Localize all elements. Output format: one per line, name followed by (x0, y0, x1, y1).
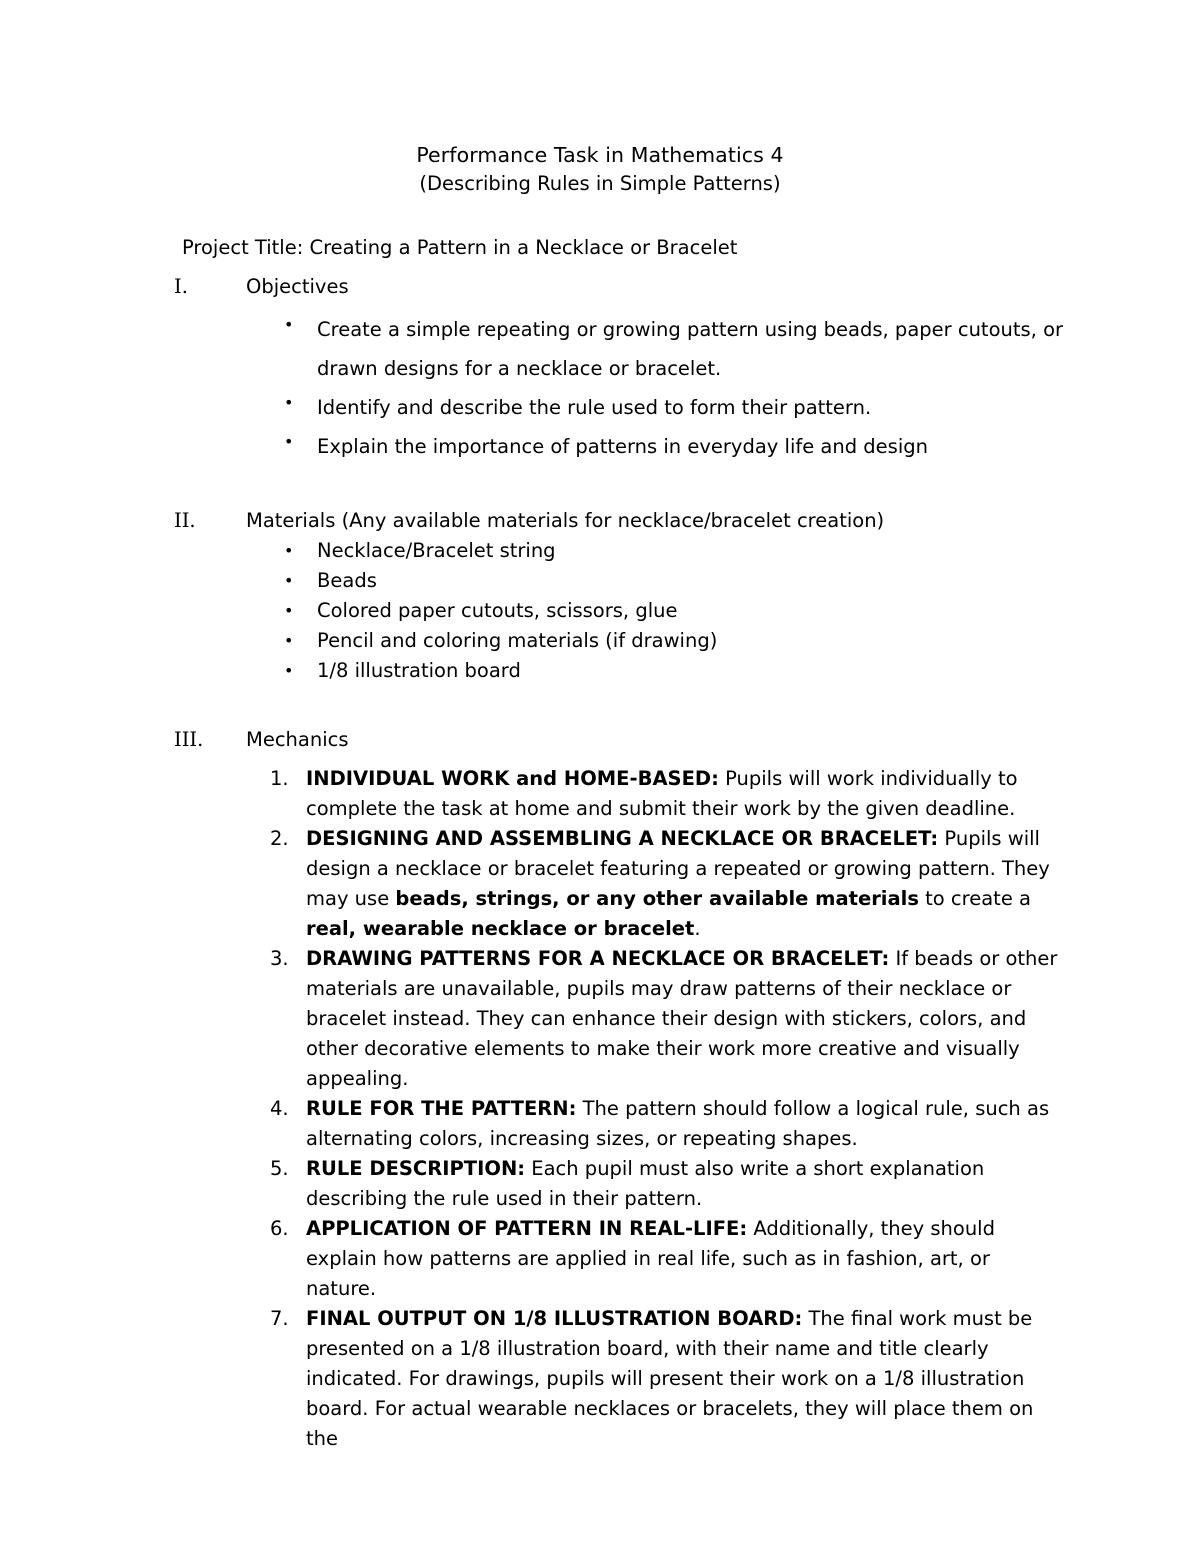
item-label: INDIVIDUAL WORK and HOME-BASED: (306, 767, 719, 790)
list-item (0, 1304, 1066, 1454)
item-number: 3. (270, 947, 289, 970)
bullet-icon: • (284, 571, 294, 590)
section-heading-objectives: Objectives (246, 275, 349, 298)
list-item (0, 1214, 1066, 1304)
item-text: Pupils will work individually to complete the task at home and submit their work by the given deadline. (306, 767, 1018, 820)
list-item (0, 824, 1066, 944)
item-text: Each pupil must also write a short explanation describing the rule used in their pattern. (306, 1157, 985, 1210)
item-text: The final work must be presented on a 1/8 illustration board, with their name and title clearly indicated. For drawings, pupils will present their work on a 1/8 illustration board. For actual wearable necklaces or bracelets, they will place them on the (306, 1307, 1034, 1450)
item-number: 4. (270, 1097, 289, 1120)
item-emphasis: beads, strings, or any other available materials (395, 887, 919, 910)
item-label: RULE FOR THE PATTERN: (306, 1097, 577, 1120)
section-heading-materials: Materials (Any available materials for necklace/bracelet creation) (246, 509, 885, 532)
section-number-objectives: I. (174, 275, 188, 298)
item-text: Pupils will design a necklace or bracelet featuring a repeated or growing pattern. They may use (306, 827, 1050, 910)
document-subtitle: (Describing Rules in Simple Patterns) (419, 172, 781, 195)
item-text: If beads or other materials are unavailable, pupils may draw patterns of their necklace or bracelet instead. They can enhance their design with stickers, colors, and other decorative elements to make their work more creative and visually appealing. (306, 947, 1058, 1090)
bullet-icon: • (284, 393, 294, 412)
bullet-icon: • (284, 631, 294, 650)
section-number-mechanics: III. (174, 728, 204, 751)
bullet-icon: • (284, 601, 294, 620)
bullet-icon: • (284, 661, 294, 680)
item-label: DRAWING PATTERNS FOR A NECKLACE OR BRACELET: (306, 947, 890, 970)
item-number: 1. (270, 767, 289, 790)
document-page: Performance Task in Mathematics 4 (Describing Rules in Simple Patterns) Project Title: Creating a Pattern in a Necklace or Bracelet I. Objectives • Create a simple repeating or growing pattern using beads, paper cutouts, or drawn designs for a necklace or bracelet. • Identify and describe the rule used to form their pattern. • Explain the importance of patterns in everyday life and design II. Materials (Any available materials for necklace/bracelet creation) • Necklace/Bracelet string • Beads • Colored paper cutouts, scissors, glue • Pencil and coloring materials (if drawing) • 1/8 illustration board III. Mechanics 1. INDIVIDUAL WORK and HOME-BASED: Pupils will work individually to complete the task at home and submit their work by the given deadline. 2. DESIGNING AND ASSEMBLING A NECKLACE OR BRACELET: Pupils will design a necklace or bracelet featuring a repeated or growing pattern. They may use beads, strings, or any other available materials to create a real, wearable necklace or bracelet. 3. DRAWING PATTERNS FOR A NECKLACE OR BRACELET: If beads or other materials are unavailable, pupils may draw patterns of their necklace or bracelet instead. They can enhance their design with stickers, colors, and other decorative elements to make their work more creative and visually appealing. 4. RULE FOR THE PATTERN: The pattern should follow a logical rule, such as alternating colors, increasing sizes, or repeating shapes. 5. RULE DESCRIPTION: Each pupil must also write a short explanation describing the rule used in their pattern. 6. APPLICATION OF PATTERN IN REAL-LIFE: Additionally, they should explain how patterns are applied in real life, such as in fashion, art, or nature. 7. FINAL OUTPUT ON 1/8 ILLUSTRATION BOARD: The final work must be presented on a 1/8 illustration board, with their name and title clearly indicated. For drawings, pupils will present their work on a 1/8 illustration board. For actual wearable necklaces or bracelets, they will place them on the (0, 0, 1200, 1553)
item-number: 2. (270, 827, 289, 850)
section-number-materials: II. (174, 509, 196, 532)
bullet-icon: • (284, 541, 294, 560)
item-label: RULE DESCRIPTION: (306, 1157, 526, 1180)
section-heading-mechanics: Mechanics (246, 728, 349, 751)
item-emphasis: real, wearable necklace or bracelet (306, 917, 695, 940)
item-number: 5. (270, 1157, 289, 1180)
item-label: DESIGNING AND ASSEMBLING A NECKLACE OR BRACELET: (306, 827, 939, 850)
list-item (0, 764, 1066, 824)
bullet-icon: • (284, 432, 294, 451)
item-number: 6. (270, 1217, 289, 1240)
mechanics-list (0, 764, 1200, 1454)
item-label: APPLICATION OF PATTERN IN REAL-LIFE: (306, 1217, 748, 1240)
item-number: 7. (270, 1307, 289, 1330)
item-label: FINAL OUTPUT ON 1/8 ILLUSTRATION BOARD: (306, 1307, 803, 1330)
list-item (0, 1154, 1066, 1214)
item-text: The pattern should follow a logical rule, such as alternating colors, increasing sizes, or repeating shapes. (306, 1097, 1050, 1150)
list-item (0, 1094, 1066, 1154)
project-title: Project Title: Creating a Pattern in a Necklace or Bracelet (182, 236, 738, 259)
item-text: . (694, 917, 701, 940)
item-text: Additionally, they should explain how patterns are applied in real life, such as in fashion, art, or nature. (306, 1217, 995, 1300)
list-item (0, 944, 1066, 1094)
document-title: Performance Task in Mathematics 4 (416, 143, 784, 167)
bullet-icon: • (284, 315, 294, 334)
item-text: to create a (918, 887, 1031, 910)
